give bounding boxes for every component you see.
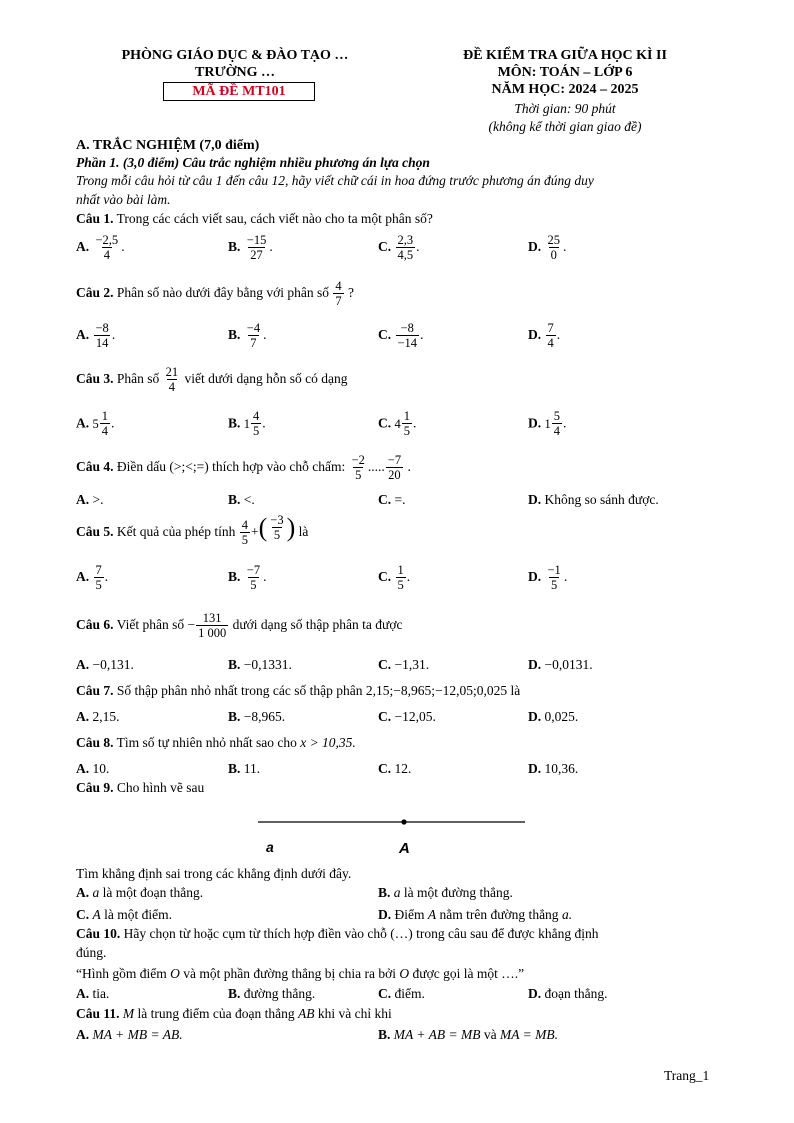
exam-time-note: (không kể thời gian giao đề)	[488, 119, 642, 134]
q3-fraction: $\frac{21}{4}$	[165, 365, 179, 395]
q9-option-c[interactable]: C. A là một điểm.	[76, 907, 172, 922]
question-5: Câu 5. Kết quả của phép tính $\frac{4}{5}$ + ( $\frac{-3}{5}$ ) là	[76, 513, 309, 548]
q8-option-b[interactable]: B. 11.	[228, 761, 261, 776]
q8-option-c[interactable]: C. 12.	[378, 761, 412, 776]
question-1: Câu 1. Trong các cách viết sau, cách viết nào cho ta một phân số?	[76, 211, 433, 226]
q4-option-b[interactable]: B. <.	[228, 492, 255, 507]
question-10-line1: Câu 10. Hãy chọn từ hoặc cụm từ thích hợp điền vào chỗ (…) trong câu sau để được khẳng định	[76, 926, 599, 941]
point-a	[401, 819, 406, 824]
part1-title: Phần 1. (3,0 điểm) Câu trắc nghiệm nhiều phương án lựa chọn	[76, 155, 430, 170]
q11-option-a[interactable]: A. MA + MB = AB.	[76, 1027, 183, 1042]
q5-option-a[interactable]: A. $\frac{7}{5}$ .	[76, 563, 109, 593]
q9-option-d[interactable]: D. Điểm A nằm trên đường thẳng a.	[378, 907, 573, 922]
exam-code-box: MÃ ĐỀ MT101	[163, 82, 315, 101]
q1-d-fraction: $\frac{25}{0}$	[547, 233, 560, 263]
q5-option-d[interactable]: D. $\frac{-1}{5}$ .	[528, 563, 568, 593]
question-10-line2: đúng.	[76, 945, 107, 960]
q2-option-b[interactable]: B. $\frac{-4}{7}$ .	[228, 321, 267, 351]
q11-option-b[interactable]: B. MA + AB = MB và MA = MB.	[378, 1027, 558, 1042]
question-11: Câu 11. M là trung điểm của đoạn thẳng AB khi và chỉ khi	[76, 1006, 392, 1021]
q3-option-c[interactable]: C. 4 $\frac{1}{5}$ .	[378, 409, 417, 439]
line-point-figure	[255, 810, 535, 860]
q7-option-b[interactable]: B. −8,965.	[228, 709, 286, 724]
question-2: Câu 2. Phân số nào dưới đây bằng với phân số $\frac{4}{7}$ ?	[76, 279, 354, 309]
exam-time: Thời gian: 90 phút	[514, 101, 616, 116]
q1-option-c[interactable]: C. $\frac{2,3}{4,5}$ .	[378, 233, 420, 263]
q9-option-a[interactable]: A. a là một đoạn thẳng.	[76, 885, 204, 900]
q1-option-b[interactable]: B. $\frac{-15}{27}$ .	[228, 233, 273, 263]
header-right-line2: MÔN: TOÁN – LỚP 6	[497, 65, 633, 80]
q10-option-d[interactable]: D. đoạn thẳng.	[528, 986, 608, 1001]
q5-option-b[interactable]: B. $\frac{-7}{5}$ .	[228, 563, 267, 593]
header-right-line3: NĂM HỌC: 2024 – 2025	[491, 82, 639, 97]
header-right-line1: ĐỀ KIỂM TRA GIỮA HỌC KÌ II	[463, 48, 667, 63]
q10-option-b[interactable]: B. đường thẳng.	[228, 986, 316, 1001]
part1-instruction-2: nhất vào bài làm.	[76, 192, 171, 207]
question-9: Câu 9. Cho hình vẽ sau	[76, 780, 205, 795]
q4-option-c[interactable]: C. =.	[378, 492, 406, 507]
question-4: Câu 4. Điền dấu (>;<;=) thích hợp vào chỗ chấm: $\frac{-2}{5}$ ..... $\frac{-7}{20}$ .	[76, 453, 411, 483]
question-8: Câu 8. Tìm số tự nhiên nhỏ nhất sao cho x > 10,35.	[76, 735, 356, 750]
q4-option-a[interactable]: A. >.	[76, 492, 104, 507]
question-10-quote: “Hình gồm điểm O và một phần đường thẳng bị chia ra bởi O được gọi là một ….”	[76, 966, 525, 981]
q6-option-d[interactable]: D. −0,0131.	[528, 657, 593, 672]
q3-option-a[interactable]: A. 5 $\frac{1}{4}$ .	[76, 409, 115, 439]
q5-option-c[interactable]: C. $\frac{1}{5}$ .	[378, 563, 411, 593]
q6-option-a[interactable]: A. −0,131.	[76, 657, 134, 672]
q7-option-d[interactable]: D. 0,025.	[528, 709, 579, 724]
section-a-title: A. TRẮC NGHIỆM (7,0 điểm)	[76, 138, 260, 153]
q1-c-fraction: $\frac{2,3}{4,5}$	[397, 233, 414, 263]
question-6: Câu 6. Viết phân số − $\frac{131}{1 000}$ dưới dạng số thập phân ta được	[76, 611, 403, 641]
q2-option-d[interactable]: D. $\frac{7}{4}$ .	[528, 321, 561, 351]
q7-option-c[interactable]: C. −12,05.	[378, 709, 436, 724]
q1-a-fraction: $\frac{-2,5}{4}$	[95, 233, 119, 263]
q10-option-a[interactable]: A. tia.	[76, 986, 110, 1001]
q3-option-b[interactable]: B. 1 $\frac{4}{5}$ .	[228, 409, 266, 439]
q2-fraction: $\frac{4}{7}$	[335, 279, 342, 309]
question-7: Câu 7. Số thập phân nhỏ nhất trong các số thập phân 2,15;−8,965;−12,05;0,025 là	[76, 683, 521, 698]
q2-option-c[interactable]: C. $\frac{-8}{-14}$ .	[378, 321, 424, 351]
q1-option-a[interactable]: A. $\frac{-2,5}{4}$ .	[76, 233, 125, 263]
label-point-a: A	[399, 840, 410, 857]
question-3: Câu 3. Phân số $\frac{21}{4}$ viết dưới dạng hỗn số có dạng	[76, 365, 348, 395]
q9-option-b[interactable]: B. a là một đường thẳng.	[378, 885, 513, 900]
q4-option-d[interactable]: D. Không so sánh được.	[528, 492, 659, 507]
part1-instruction-1: Trong mỗi câu hỏi từ câu 1 đến câu 12, hãy viết chữ cái in hoa đứng trước phương án đúng duy	[76, 173, 594, 188]
q2-option-a[interactable]: A. $\frac{-8}{14}$ .	[76, 321, 116, 351]
q9-ask: Tìm khẳng định sai trong các khẳng định dưới đây.	[76, 866, 352, 881]
page-number: Trang_1	[664, 1068, 710, 1083]
q10-option-c[interactable]: C. điểm.	[378, 986, 425, 1001]
header-left-line2: TRƯỜNG …	[195, 65, 275, 80]
label-line-a: a	[266, 839, 274, 855]
header-left-line1: PHÒNG GIÁO DỤC & ĐÀO TẠO …	[121, 48, 349, 63]
q3-option-d[interactable]: D. 1 $\frac{5}{4}$ .	[528, 409, 567, 439]
q1-b-fraction: $\frac{-15}{27}$	[246, 233, 267, 263]
q6-option-b[interactable]: B. −0,1331.	[228, 657, 292, 672]
q8-option-a[interactable]: A. 10.	[76, 761, 110, 776]
q7-option-a[interactable]: A. 2,15.	[76, 709, 120, 724]
q6-option-c[interactable]: C. −1,31.	[378, 657, 430, 672]
q1-option-d[interactable]: D. $\frac{25}{0}$ .	[528, 233, 567, 263]
q8-option-d[interactable]: D. 10,36.	[528, 761, 579, 776]
